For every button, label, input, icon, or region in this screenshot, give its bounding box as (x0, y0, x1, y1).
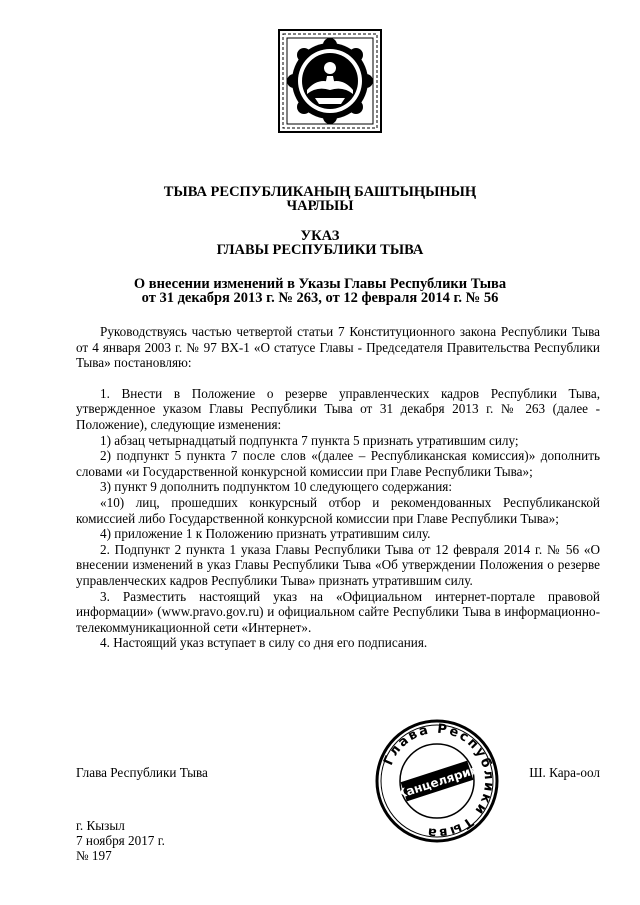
decree-issuer: ГЛАВЫ РЕСПУБЛИКИ ТЫВА (216, 242, 424, 258)
stamp-ring-text: Глава Республики Тыва (381, 721, 497, 841)
clause-1-item-4: 4) приложение 1 к Положению признать утратившим силу. (100, 526, 431, 542)
decree-number: № 197 (76, 848, 112, 863)
coat-of-arms-icon (277, 28, 383, 134)
header-line-1: ТЫВА РЕСПУБЛИКАНЫҢ БАШТЫҢЫНЫҢ (163, 184, 477, 200)
issue-city: г. Кызыл (76, 818, 125, 833)
clause-1-item-3: 3) пункт 9 дополнить подпунктом 10 следующего содержания: (100, 479, 452, 495)
clause-1-item-3-text: «10) лиц, прошедших конкурсный отбор и рекомендованных Республиканской комиссией либо Государственной конкурсной комиссии при Главе Республики Тыва»; (76, 494, 600, 526)
clause-3: 3. Разместить настоящий указ на «Официальном интернет-портале правовой информации» (www.pravo.gov.ru) и официальном сайте Республики Тыва в информационно-телекоммуникационной сети «Интернет». (76, 588, 600, 635)
issue-details (76, 818, 165, 863)
preamble: Руководствуясь частью четвертой статьи 7 Конституционного закона Республики Тыва от 4 января 2003 г. № 97 ВХ-1 «О статусе Главы - Председателя Правительства Республики Тыва» постановляю: (76, 324, 600, 371)
signatory-position: Глава Республики Тыва (76, 765, 208, 780)
signatory-name: Ш. Кара-оол (529, 765, 600, 780)
clause-1: 1. Внести в Положение о резерве управленческих кадров Республики Тыва, утвержденное указом Главы Республики Тыва от 31 декабря 2013 г. № 263 (далее - Положение), следующие изменения: (76, 385, 600, 432)
clause-4: 4. Настоящий указ вступает в силу со дня его подписания. (100, 635, 428, 651)
clause-2: 2. Подпункт 2 пункта 1 указа Главы Республики Тыва от 12 февраля 2014 г. № 56 «О внесении изменений в указ Главы Республики Тыва «Об утверждении Положения о резерве управленческих кадров Республики Тыва» признать утратившим силу. (76, 541, 600, 588)
decree-label: УКАЗ (300, 228, 340, 244)
clause-1-item-2: 2) подпункт 5 пункта 7 после слов «(далее – Республиканская комиссия)» дополнить словами «и Государственной конкурсной комиссии при Главе Республики Тыва»; (76, 448, 600, 479)
document-body (76, 324, 600, 651)
document-title-line-2: от 31 декабря 2013 г. № 263, от 12 февраля 2014 г. № 56 (141, 290, 499, 306)
stamp-center-text: Канцелярия (394, 762, 480, 802)
official-stamp-icon (372, 716, 502, 846)
document-title-line-1: О внесении изменений в Указы Главы Республики Тыва (133, 276, 507, 292)
clause-1-item-1: 1) абзац четырнадцатый подпункта 7 пункта 5 признать утратившим силу; (100, 432, 519, 448)
issue-date: 7 ноября 2017 г. (76, 833, 165, 848)
header-line-2: ЧАРЛЫЫ (286, 198, 354, 214)
